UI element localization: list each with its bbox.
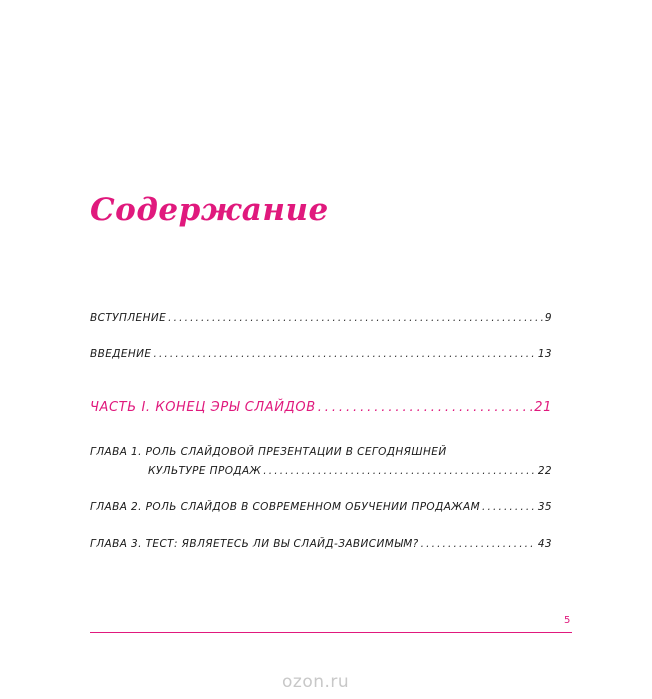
toc-entry-page: 35 [537,501,552,513]
toc-entry-chapter-1 [148,465,552,477]
toc-entry-chapter-2 [90,501,552,513]
toc-entry-label: КУЛЬТУРЕ ПРОДАЖ [148,465,262,477]
toc-entry-page: 9 [544,312,552,324]
toc-part-page: 21 [534,400,552,415]
toc-part-label: ЧАСТЬ I. КОНЕЦ ЭРЫ СЛАЙДОВ [90,400,316,415]
toc-entry-intro [90,312,552,324]
toc-leader-dots [318,400,533,415]
toc-leader-dots [168,312,543,324]
toc-entry-chapter-3 [90,538,552,550]
toc-leader-dots [153,348,535,360]
toc-chapter-1-line-1: ГЛАВА 1. РОЛЬ СЛАЙДОВОЙ ПРЕЗЕНТАЦИИ В СЕГОДНЯШНЕЙ [90,446,447,458]
footer-rule [90,632,572,633]
page-number: 5 [564,615,571,626]
toc-entry-preface [90,348,552,360]
toc-entry-page: 43 [537,538,552,550]
toc-entry-page: 22 [537,465,552,477]
toc-entry-label: ВВЕДЕНИЕ [90,348,152,360]
page-title: Содержание [90,192,329,228]
toc-leader-dots [482,501,536,513]
toc-entry-label: ГЛАВА 3. ТЕСТ: ЯВЛЯЕТЕСЬ ЛИ ВЫ СЛАЙД-ЗАВИСИМЫМ? [90,538,419,550]
toc-entry-label: ГЛАВА 2. РОЛЬ СЛАЙДОВ В СОВРЕМЕННОМ ОБУЧЕНИИ ПРОДАЖАМ [90,501,481,513]
toc-entry-label: ВСТУПЛЕНИЕ [90,312,167,324]
toc-leader-dots [421,538,536,550]
toc-leader-dots [263,465,536,477]
watermark: ozon.ru [282,672,350,692]
toc-entry-part-1 [90,400,552,415]
toc-entry-page: 13 [537,348,552,360]
